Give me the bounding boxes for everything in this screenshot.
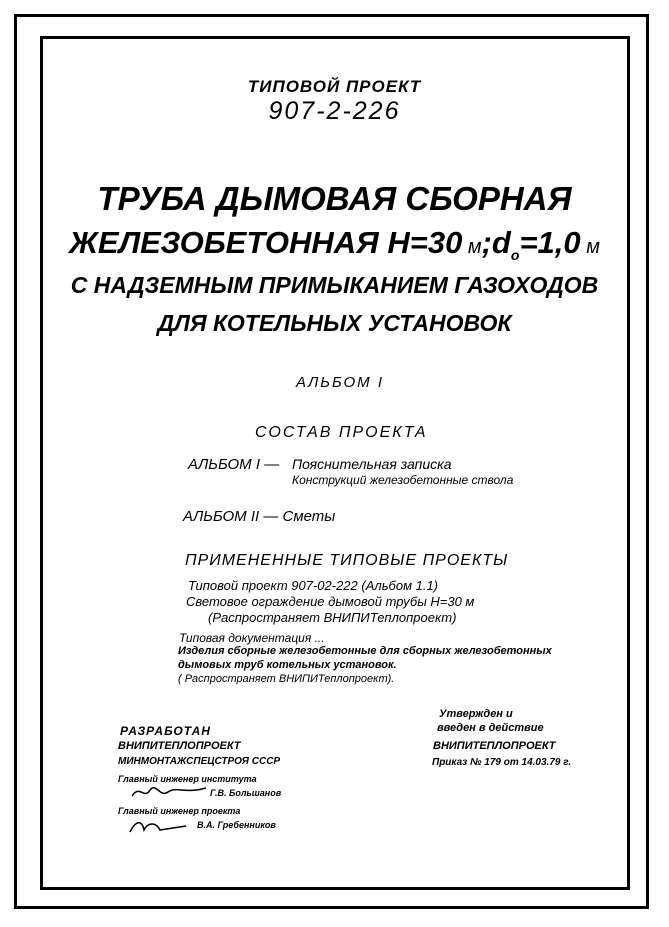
- chief-engineer-name: Г.В. Большанов: [210, 788, 282, 798]
- album-label: АЛЬБОМ I: [296, 374, 384, 391]
- album1-item-1: Пояснительная записка: [292, 456, 452, 472]
- album1-item-2: Конструкций железобетонные ствола: [292, 473, 514, 487]
- applied-line-5: Изделия сборные железобетонные для сборных железобетонных: [178, 645, 552, 657]
- applied-heading: ПРИМЕНЕННЫЕ ТИПОВЫЕ ПРОЕКТЫ: [185, 552, 509, 569]
- title-line-4: ДЛЯ КОТЕЛЬНЫХ УСТАНОВОК: [157, 310, 512, 336]
- chief-project-signature: [126, 816, 196, 838]
- title-line-3: С НАДЗЕМНЫМ ПРИМЫКАНИЕМ ГАЗОХОДОВ: [70, 272, 599, 298]
- applied-line-2: Световое ограждение дымовой трубы Н=30 м: [186, 594, 475, 609]
- title-line-1: ТРУБА ДЫМОВАЯ СБОРНАЯ: [97, 180, 572, 217]
- developed-label: РАЗРАБОТАН: [120, 724, 211, 738]
- chief-project-title: Главный инженер проекта: [118, 806, 241, 816]
- developed-org-2: МИНМОНТАЖСПЕЦСТРОЯ СССР: [118, 756, 281, 767]
- type-project-label: ТИПОВОЙ ПРОЕКТ: [247, 77, 422, 96]
- composition-heading: СОСТАВ ПРОЕКТА: [255, 424, 428, 441]
- applied-line-4: Типовая документация ...: [179, 631, 325, 645]
- chief-project-name: В.А. Гребенников: [197, 820, 276, 830]
- developed-org-1: ВНИПИТЕПЛОПРОЕКТ: [118, 740, 241, 752]
- chief-engineer-title: Главный инженер института: [118, 774, 257, 784]
- approved-org: ВНИПИТЕПЛОПРОЕКТ: [433, 740, 556, 752]
- applied-line-7: ( Распространяет ВНИПИТеплопроект).: [178, 673, 395, 685]
- project-number: 907-2-226: [268, 97, 401, 125]
- applied-line-1: Типовой проект 907-02-222 (Альбом 1.1): [188, 578, 439, 593]
- approval-order: Приказ № 179 от 14.03.79 г.: [432, 757, 572, 768]
- album1-label: АЛЬБОМ I —: [188, 456, 280, 473]
- approved-line-2: введен в действие: [437, 722, 544, 734]
- applied-line-6: дымовых труб котельных установок.: [178, 659, 397, 671]
- approved-line-1: Утвержден и: [439, 708, 513, 720]
- applied-line-3: (Распространяет ВНИПИТеплопроект): [208, 610, 457, 625]
- chief-engineer-signature: [130, 782, 210, 802]
- album2-label: АЛЬБОМ II — Сметы: [183, 508, 336, 525]
- title-line-2: ЖЕЛЕЗОБЕТОННАЯ Н=30 $м;d_o=1,0$ м: [69, 225, 600, 264]
